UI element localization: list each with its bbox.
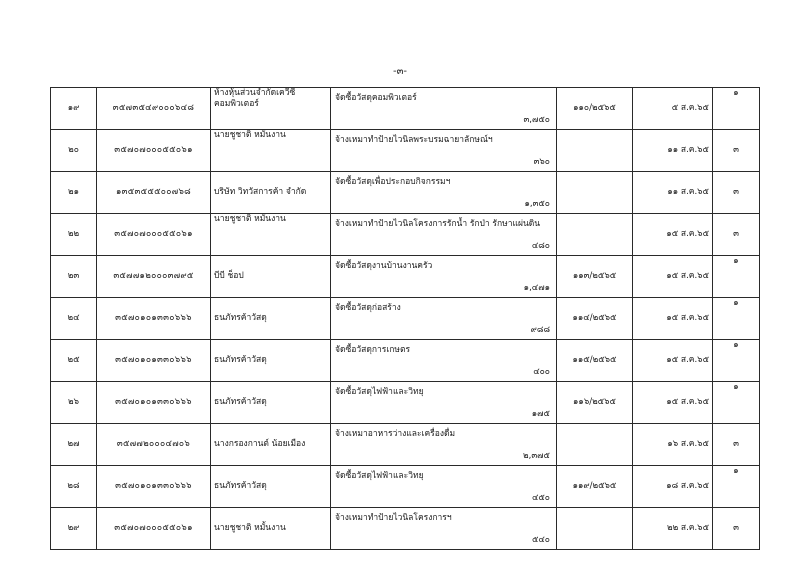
tax-id: ๓๕๗๐๗๐๐๐๕๕๐๖๑ — [97, 508, 211, 550]
vendor-name: บีบี ช็อป — [211, 256, 331, 298]
row-number: ๑๙ — [51, 88, 97, 130]
reference-number: ๑๑๖/๒๕๖๕ — [557, 382, 633, 424]
amount: ๙๘๘ — [530, 324, 550, 335]
item-description — [331, 340, 557, 382]
description-text: จ้างเหมาทำป้ายไวนิลโครงการรักน้ำ รักป่า รักษาแผ่นดิน — [335, 219, 541, 229]
reference-number — [557, 508, 633, 550]
description-text: จัดซื้อวัสดุไฟฟ้าและวิทยุ — [335, 471, 424, 481]
row-number: ๒๕ — [51, 340, 97, 382]
reference-number: ๑๑๐/๒๕๖๕ — [557, 88, 633, 130]
status-code: ๑ — [713, 88, 760, 130]
status-code: ๑ — [713, 382, 760, 424]
amount: ๔๘๐ — [531, 240, 550, 251]
status-code: ๓ — [713, 130, 760, 172]
tax-id: ๓๕๗๓๕๔๙๐๐๐๖๔๘ — [97, 88, 211, 130]
item-description — [331, 214, 557, 256]
item-description — [331, 508, 557, 550]
amount: ๑,๔๗๑ — [523, 282, 550, 293]
description-text: จัดซื้อวัสดุการเกษตร — [335, 345, 411, 355]
status-code: ๓ — [713, 424, 760, 466]
tax-id: ๓๕๗๗๒๐๐๐๔๗๐๖ — [97, 424, 211, 466]
row-number: ๒๖ — [51, 382, 97, 424]
date: ๑๖ ส.ค.๖๕ — [633, 424, 713, 466]
table-row — [51, 508, 760, 550]
tax-id: ๓๕๗๐๗๐๐๐๕๕๐๖๑ — [97, 214, 211, 256]
date: ๑๑ ส.ค.๖๕ — [633, 172, 713, 214]
status-code: ๓ — [713, 508, 760, 550]
amount: ๔๕๐ — [531, 492, 550, 503]
item-description — [331, 382, 557, 424]
description-text: จัดซื้อวัสดุงานบ้านงานครัว — [335, 261, 433, 271]
amount: ๑,๓๕๐ — [524, 198, 550, 209]
status-code: ๑ — [713, 340, 760, 382]
table-row — [51, 130, 760, 172]
description-text: จัดซื้อวัสดุก่อสร้าง — [335, 303, 401, 313]
reference-number — [557, 172, 633, 214]
date: ๕ ส.ค.๖๕ — [633, 88, 713, 130]
date: ๑๕ ส.ค.๖๕ — [633, 340, 713, 382]
description-text: จัดซื้อวัสดุไฟฟ้าและวิทยุ — [335, 387, 424, 397]
row-number: ๒๔ — [51, 298, 97, 340]
page-number: -๓- — [392, 66, 408, 77]
reference-number: ๑๑๙/๒๕๖๕ — [557, 466, 633, 508]
amount: ๓,๗๕๐ — [523, 114, 550, 125]
date: ๑๕ ส.ค.๖๕ — [633, 214, 713, 256]
row-number: ๒๙ — [51, 508, 97, 550]
amount: ๓๖๐ — [533, 156, 550, 167]
item-description — [331, 130, 557, 172]
tax-id: ๓๕๗๗๑๒๐๐๐๓๗๙๕ — [97, 256, 211, 298]
tax-id: ๓๕๗๐๗๐๐๐๕๕๐๖๑ — [97, 130, 211, 172]
reference-number: ๑๑๓/๒๕๖๕ — [557, 256, 633, 298]
vendor-name: ธนภัทรค้าวัสดุ — [211, 466, 331, 508]
vendor-name: นายชูชาติ หมั้นงาน — [211, 130, 331, 172]
table-row — [51, 298, 760, 340]
row-number: ๒๑ — [51, 172, 97, 214]
row-number: ๒๓ — [51, 256, 97, 298]
date: ๑๕ ส.ค.๖๕ — [633, 256, 713, 298]
reference-number: ๑๑๕/๒๕๖๕ — [557, 340, 633, 382]
date: ๑๕ ส.ค.๖๕ — [633, 382, 713, 424]
amount: ๒,๓๗๕ — [523, 450, 550, 461]
tax-id: ๓๕๗๐๑๐๑๓๓๐๖๖๖ — [97, 340, 211, 382]
row-number: ๒๐ — [51, 130, 97, 172]
procurement-table — [50, 87, 760, 550]
table-row — [51, 172, 760, 214]
vendor-name: ธนภัทรค้าวัสดุ — [211, 340, 331, 382]
vendor-name: นายชูชาติ หมั้นงาน — [211, 508, 331, 550]
reference-number — [557, 214, 633, 256]
vendor-name: นางกรองกานต์ น้อยเมือง — [211, 424, 331, 466]
item-description — [331, 172, 557, 214]
vendor-name: ธนภัทรค้าวัสดุ — [211, 382, 331, 424]
item-description — [331, 298, 557, 340]
date: ๒๒ ส.ค.๖๕ — [633, 508, 713, 550]
table-row — [51, 466, 760, 508]
table-row — [51, 424, 760, 466]
status-code: ๑ — [713, 298, 760, 340]
reference-number: ๑๑๔/๒๕๖๕ — [557, 298, 633, 340]
table-row — [51, 340, 760, 382]
date: ๑๘ ส.ค.๖๕ — [633, 466, 713, 508]
table-row — [51, 256, 760, 298]
item-description — [331, 88, 557, 130]
status-code: ๓ — [713, 172, 760, 214]
description-text: จ้างเหมาอาหารว่างและเครื่องดื่ม — [335, 429, 456, 439]
vendor-name: บริษัท วิทวัสการค้า จำกัด — [211, 172, 331, 214]
status-code: ๑ — [713, 256, 760, 298]
tax-id: ๑๓๕๓๕๕๕๐๐๗๖๘ — [97, 172, 211, 214]
row-number: ๒๒ — [51, 214, 97, 256]
vendor-name: ห้างหุ้นส่วนจำกัดเควีซี คอมพิวเตอร์ — [211, 88, 331, 130]
amount: ๕๔๐ — [531, 534, 550, 545]
tax-id: ๓๕๗๐๑๐๑๓๓๐๖๖๖ — [97, 466, 211, 508]
date: ๑๑ ส.ค.๖๕ — [633, 130, 713, 172]
table-row — [51, 214, 760, 256]
row-number: ๒๘ — [51, 466, 97, 508]
status-code: ๓ — [713, 214, 760, 256]
reference-number — [557, 130, 633, 172]
date: ๑๕ ส.ค.๖๕ — [633, 298, 713, 340]
reference-number — [557, 424, 633, 466]
vendor-name: ธนภัทรค้าวัสดุ — [211, 298, 331, 340]
item-description — [331, 424, 557, 466]
row-number: ๒๗ — [51, 424, 97, 466]
tax-id: ๓๕๗๐๑๐๑๓๓๐๖๖๖ — [97, 298, 211, 340]
item-description — [331, 466, 557, 508]
description-text: จ้างเหมาทำป้ายไวนิลพระบรมฉายาลักษณ์ฯ — [335, 135, 493, 145]
description-text: จัดซื้อวัสดุเพื่อประกอบกิจกรรมฯ — [335, 177, 451, 187]
description-text: จ้างเหมาทำป้ายไวนิลโครงการฯ — [335, 513, 452, 523]
table-row — [51, 382, 760, 424]
amount: ๑๗๕ — [531, 408, 550, 419]
status-code: ๑ — [713, 466, 760, 508]
vendor-name: นายชูชาติ หมั้นงาน — [211, 214, 331, 256]
table-row — [51, 88, 760, 130]
amount: ๔๐๐ — [533, 366, 550, 377]
item-description — [331, 256, 557, 298]
tax-id: ๓๕๗๐๑๐๑๓๓๐๖๖๖ — [97, 382, 211, 424]
description-text: จัดซื้อวัสดุคอมพิวเตอร์ — [335, 93, 417, 103]
